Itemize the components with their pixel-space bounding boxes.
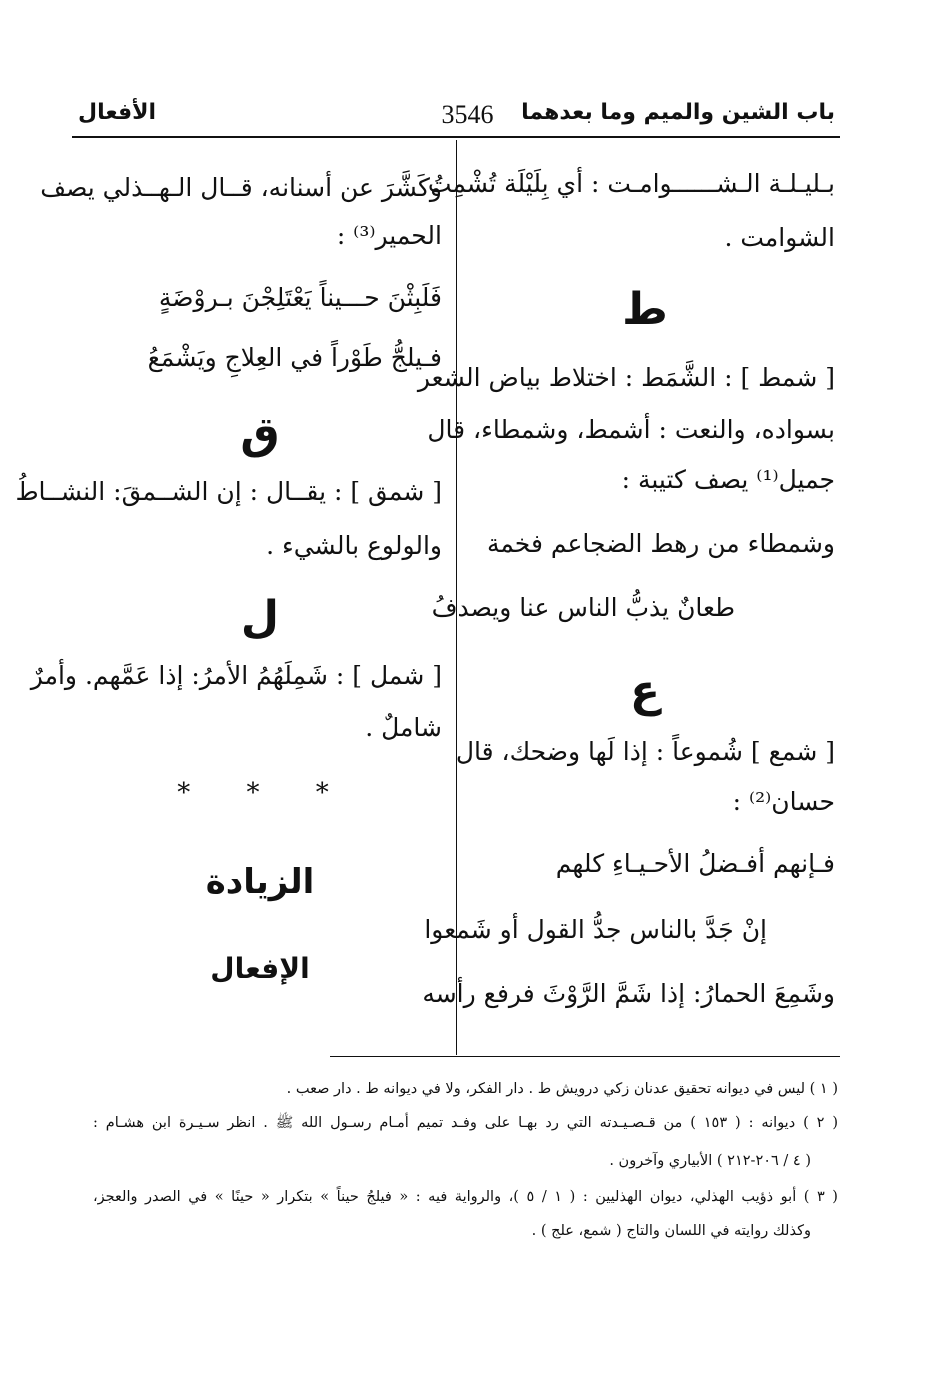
section-letter-ta: ط [622, 284, 668, 335]
left-text-line: شاملٌ . [365, 713, 442, 742]
entry-shamal: [ شمل ] : شَمِلَهُمُ الأمرُ: إذا عَمَّهم. وأمرٌ [30, 661, 442, 690]
section-letter-qaf: ق [240, 408, 280, 459]
footnote-2: ( ٢ ) ديوانه : ( ١٥٣ ) من قـصـيـدته التي رد بهـا على وفـد تميم أمـام رسـول الله ﷺ . انظر سـيـرة ابن هشـام : [93, 1115, 838, 1131]
entry-shama: [ شمع ] شُموعاً : إذا لَها وضحك، قال [455, 737, 835, 766]
left-text-line: الحمير⁽³⁾ : [336, 221, 442, 250]
footnote-2-cont: ( ٤ / ٢٠٦-٢١٢ ) الأبياري وآخرون . [609, 1153, 811, 1169]
footnote-1: ( ١ ) ليس في ديوانه تحقيق عدنان زكي درويش ط . دار الفكر، ولا في ديوانه ط . دار صعب . [286, 1081, 838, 1097]
footnote-3: ( ٣ ) أبو ذؤيب الهذلي، ديوان الهذليين : ( ١ / ٥ )، والرواية فيه : « فيلجُ حيناً » بتكرار « حينًا » في الصدر والعجز، [93, 1189, 838, 1205]
right-text-line: بسواده، والنعت : أشمط، وشمطاء، قال [427, 415, 835, 444]
section-separator-stars: * * * [177, 778, 353, 808]
running-head-left: الأفعال [78, 100, 157, 125]
footnote-rule [330, 1056, 840, 1057]
subsection-title: الإفعال [210, 952, 310, 985]
verse-hemistich: فَلَبِثْنَ حـــيناً يَعْتَلِجْنَ بـروْضَةٍ [158, 283, 442, 312]
header-rule [72, 136, 840, 138]
entry-shamat: [ شمط ] : الشَّمَط : اختلاط بياض الشعر [417, 363, 835, 392]
right-text-line: بـليـلـة الـشــــــوامـت : أي بِلَيْلَة تُشْمِتُ [427, 169, 835, 198]
left-text-line: والولوع بالشيء . [266, 531, 442, 560]
page-number: 3546 [441, 100, 494, 129]
right-text-line: وشَمِعَ الحمارُ: إذا شَمَّ الرَّوْثَ فرفع رأسه [422, 979, 835, 1008]
footnote-3-cont: وكذلك روايته في اللسان والتاج ( شمع، علج ) . [531, 1223, 811, 1239]
running-head-right: باب الشين والميم وما بعدهما [521, 100, 835, 125]
verse-hemistich: إنْ جَدَّ بالناس جدُّ القول أو شَمعوا [424, 915, 767, 944]
section-title: الزيادة [205, 862, 315, 902]
left-text-line: وكَشَّرَ عن أسنانه، قــال الـهــذلي يصف [40, 173, 442, 202]
section-letter-ain: ع [629, 666, 661, 717]
right-text-line: الشوامت . [724, 223, 835, 252]
verse-hemistich: فـإنهم أفـضلُ الأحـيـاءِ كلهم [555, 849, 835, 878]
verse-hemistich: فـيلجُّ طَوْراً في العِلاجِ ويَشْمَعُ [147, 343, 442, 372]
right-text-line: حسان⁽²⁾ : [732, 787, 835, 816]
verse-hemistich: طعانٌ يذبُّ الناس عنا ويصدفُ [431, 593, 735, 622]
right-text-line: جميل⁽¹⁾ يصف كتيبة : [621, 465, 835, 494]
verse-hemistich: وشمطاء من رهط الضجاعم فخمة [486, 529, 835, 558]
entry-shamaq: [ شمق ] : يقــال : إن الشــمقَ: النشــاطُ [15, 477, 442, 506]
section-letter-lam: ل [240, 592, 280, 643]
